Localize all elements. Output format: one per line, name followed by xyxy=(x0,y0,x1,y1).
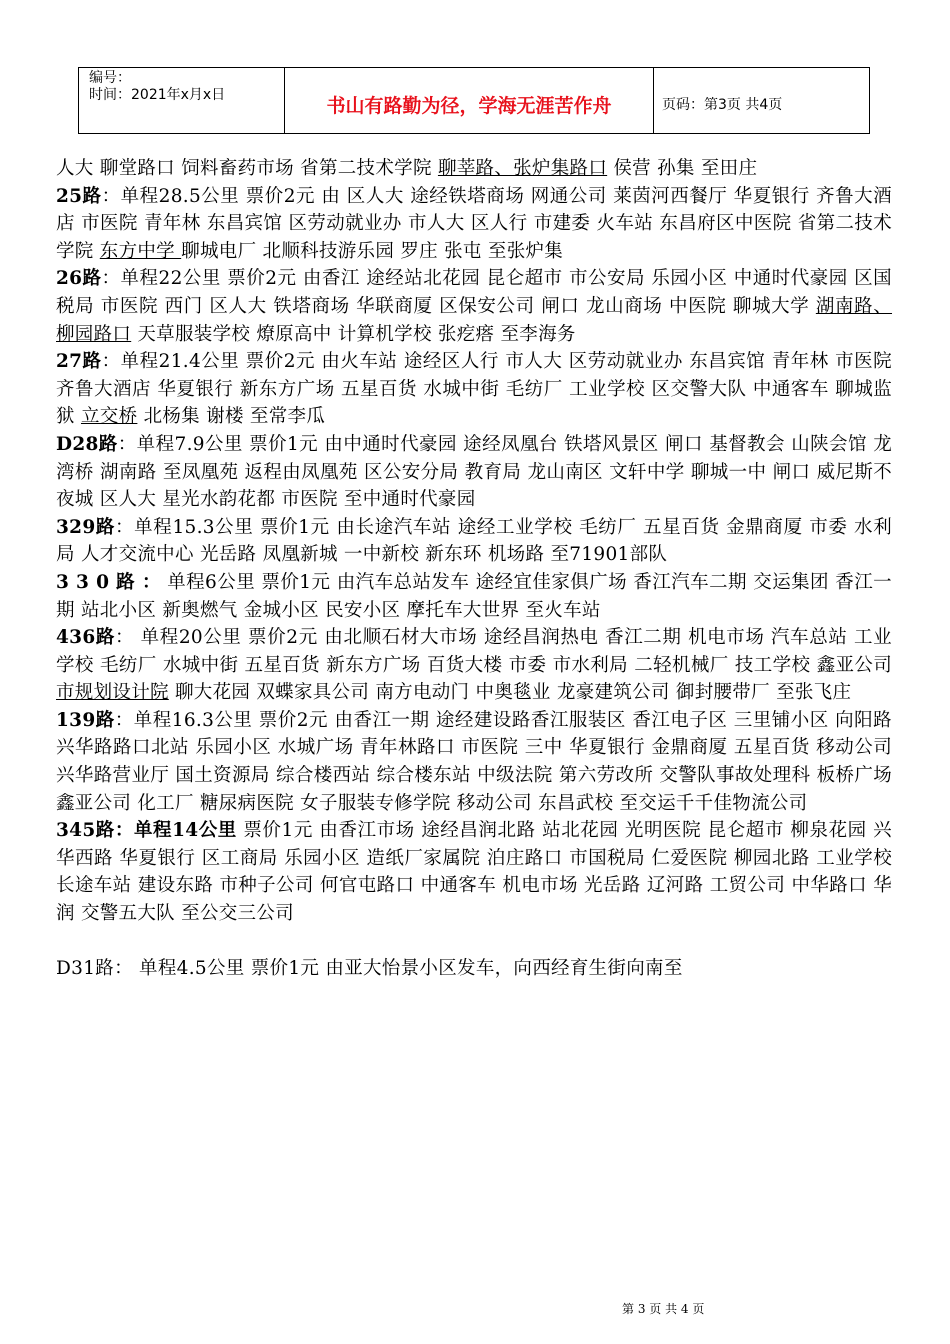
route-underlined-stop: 市规划设计院 xyxy=(56,682,169,704)
route-text: ：单程22公里 票价2元 由香江 途经站北花园 昆仑超市 市公安局 乐园小区 中通时代豪园 区国税局 市医院 西门 区人大 铁塔商场 华联商厦 区保安公司 闸口 龙山商场 中医院 聊城大学 xyxy=(56,268,892,317)
route-paragraph xyxy=(56,265,892,348)
document-date-label: 时间：2021年x月x日 xyxy=(89,87,226,103)
route-text: 聊大花园 双蝶家具公司 南方电动门 中奥毯业 龙豪建筑公司 御封腰带厂 至张飞庄 xyxy=(168,682,852,704)
route-number: 139路 xyxy=(56,709,115,731)
route-text: ：单程7.9公里 票价1元 由中通时代豪园 途经凤凰台 铁塔风景区 闸口 基督教会 山陕会馆 龙湾桥 湖南路 至凤凰苑 返程由凤凰苑 区公安分局 教育局 龙山南区 文轩中学 聊城一中 闸口 威尼斯不夜城 区人大 星光水韵花都 市医院 至中通时代豪园 xyxy=(56,433,892,511)
route-underlined-stop: 东方中学 xyxy=(99,240,182,262)
page-footer: 第 3 页 共 4 页 xyxy=(622,1302,705,1316)
route-number: D31路 xyxy=(56,957,115,979)
route-text: 天草服装学校 燎原高中 计算机学校 张疙瘩 至李海务 xyxy=(131,323,576,345)
route-underlined-stop: 湖南路、柳园路口 xyxy=(56,295,893,345)
document-number-label: 编号： xyxy=(89,70,131,86)
route-text: ：单程28.5公里 票价2元 由 区人大 途经铁塔商场 网通公司 莱茵河西餐厅 华夏银行 齐鲁大酒店 市医院 青年林 东昌宾馆 区劳动就业办 市人大 区人行 市建委 火车站 东昌府区中医院 省第二技术学院 xyxy=(56,185,892,262)
route-paragraph xyxy=(56,431,892,514)
route-number: 25路 xyxy=(56,185,102,207)
route-underlined-stop: 立交桥 xyxy=(80,406,138,428)
route-text: 北杨集 谢楼 至常李瓜 xyxy=(137,406,326,428)
route-text: ：单程15.3公里 票价1元 由长途汽车站 途经工业学校 毛纺厂 五星百货 金鼎商厦 市委 水利局 人才交流中心 光岳路 凤凰新城 一中新校 新东环 机场路 至71901部队 xyxy=(56,516,892,566)
route-number: 329路 xyxy=(56,516,116,538)
route-text: ： 单程4.5公里 票价1元 由亚大怡景小区发车，向西经育生街向南至 xyxy=(114,957,683,979)
route-paragraph xyxy=(56,155,892,183)
paragraph-spacer xyxy=(56,928,892,955)
route-number: D28路 xyxy=(56,433,118,455)
header-page-cell xyxy=(654,68,869,133)
route-number: 26路 xyxy=(56,268,102,290)
header-motto: 书山有路勤为径，学海无涯苦作舟 xyxy=(326,95,612,117)
route-paragraph xyxy=(56,707,892,817)
route-text: 单程6公里 票价1元 由汽车总站发车 途经宜佳家俱广场 香江汽车二期 交运集团 香江一期 站北小区 新奥燃气 金城小区 民安小区 摩托车大世界 至火车站 xyxy=(56,571,892,621)
route-number: 27路 xyxy=(56,351,102,373)
route-paragraph xyxy=(56,955,892,983)
header-meta-cell xyxy=(79,68,285,133)
route-text: ： 单程20公里 票价2元 由北顺石材大市场 途经昌润热电 香江二期 机电市场 汽车总站 工业学校 毛纺厂 水城中街 五星百货 新东方广场 百货大楼 市委 市水利局 二轻机械厂 技工学校 鑫亚公司 xyxy=(56,627,892,676)
route-text: 聊城电厂 北顺科技游乐园 罗庄 张屯 至张炉集 xyxy=(181,240,564,262)
route-number: 3 3 0 路 ： xyxy=(56,571,161,593)
route-paragraph xyxy=(56,817,892,927)
route-paragraph xyxy=(56,624,892,707)
route-underlined-stop: 聊莘路、张炉集路口 xyxy=(437,158,608,179)
route-paragraph xyxy=(56,183,892,266)
route-paragraph xyxy=(56,348,892,431)
route-text: 票价1元 由香江市场 途经昌润北路 站北花园 光明医院 昆仑超市 柳泉花园 兴华西路 华夏银行 区工商局 乐园小区 造纸厂家属院 泊庄路口 市国税局 仁爱医院 柳园北路 工业学校 长途车站 建设东路 市种子公司 何官屯路口 中通客车 机电市场 光岳路 辽河路 工贸公司 中华路口 华润 交警五大队 至公交三公司 xyxy=(56,820,892,925)
route-text: ：单程21.4公里 票价2元 由火车站 途经区人行 市人大 区劳动就业办 东昌宾馆 青年林 市医院 齐鲁大酒店 华夏银行 新东方广场 五星百货 水城中街 毛纺厂 工业学校 区交警大队 中通客车 聊城监狱 xyxy=(56,351,892,428)
document-body xyxy=(56,155,892,982)
route-number: 345路：单程14公里 xyxy=(56,820,237,842)
route-number: 436路 xyxy=(56,627,115,649)
route-paragraph xyxy=(56,569,892,624)
route-text: ：单程16.3公里 票价2元 由香江一期 途经建设路香江服装区 香江电子区 三里铺小区 向阳路兴华路路口北站 乐园小区 水城广场 青年林路口 市医院 三中 华夏银行 金鼎商厦 五星百货 移动公司兴华路营业厅 国土资源局 综合楼西站 综合楼东站 中级法院 第六劳改所 交警队事故处理科 板桥广场 鑫亚公司 化工厂 糖尿病医院 女子服装专修学院 移动公司 东昌武校 至交运千千佳物流公司 xyxy=(56,709,892,814)
header-page-label: 页码：第3页 共4页 xyxy=(662,96,783,113)
header-table xyxy=(78,67,870,134)
route-paragraph xyxy=(56,514,892,569)
header-motto-cell xyxy=(285,68,654,133)
route-text: 侯营 孙集 至田庄 xyxy=(607,158,758,179)
route-text: 人大 聊堂路口 饲料畜药市场 省第二技术学院 xyxy=(56,158,438,179)
